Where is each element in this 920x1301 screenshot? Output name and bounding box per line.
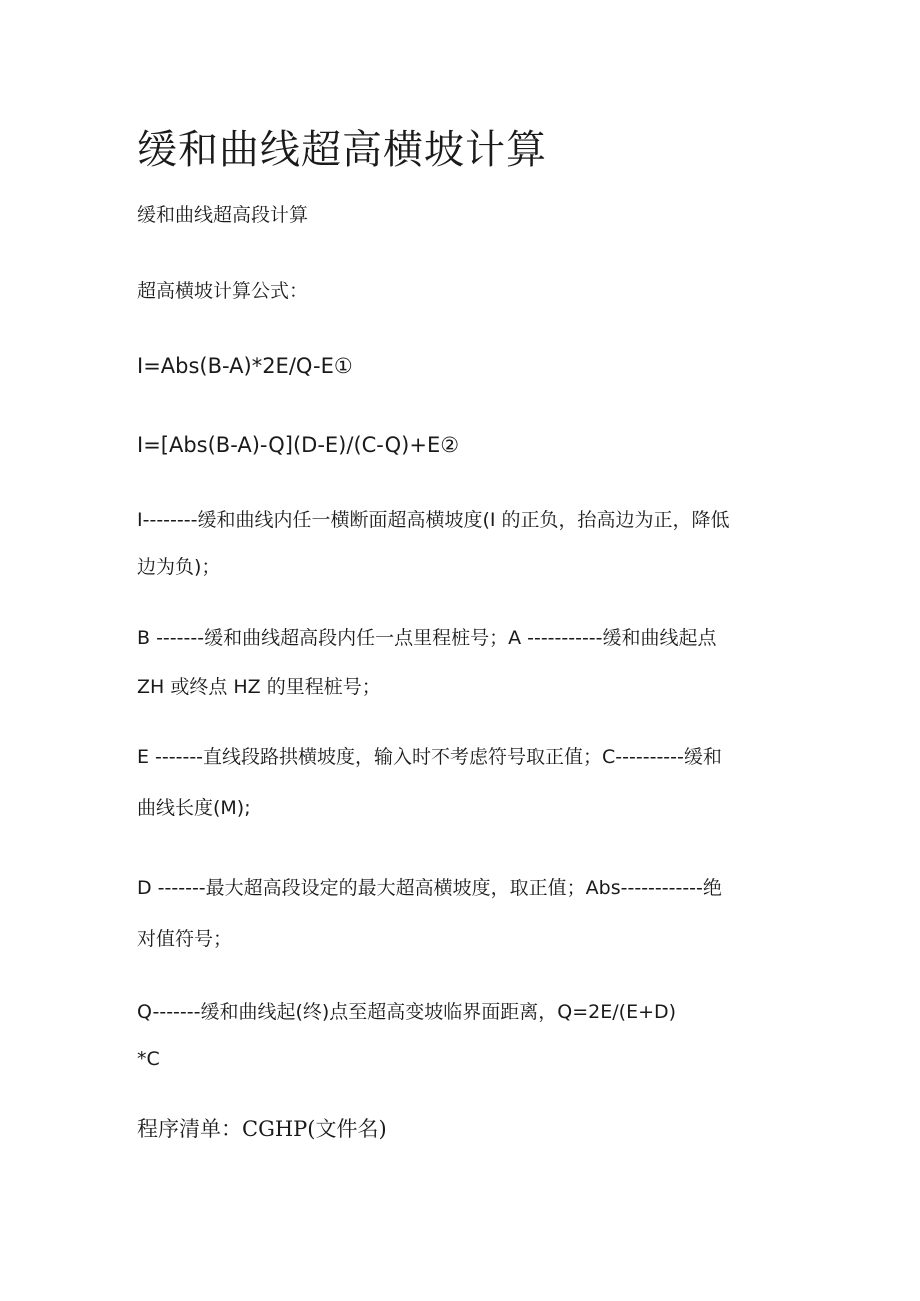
formula-2: I=[Abs(B-A)-Q](D-E)/(C-Q)+E② [137,433,460,457]
definition-b-line-1: B -------缓和曲线超高段内任一点里程桩号；A -----------缓和曲线起点 [137,627,717,649]
definition-b-line-2: ZH 或终点 HZ 的里程桩号； [137,676,381,698]
program-list: 程序清单：CGHP(文件名) [137,1117,387,1141]
formula-1: I=Abs(B-A)*2E/Q-E① [137,354,353,378]
formula-heading: 超高横坡计算公式： [137,280,309,302]
section-subtitle: 缓和曲线超高段计算 [137,204,309,226]
definition-d-line-1: D -------最大超高段设定的最大超高横坡度，取正值；Abs------------绝 [137,877,722,899]
definition-i-line-1: I--------缓和曲线内任一横断面超高横坡度(I 的正负，抬高边为正，降低 [137,509,730,531]
definition-i-line-2: 边为负)； [137,556,221,578]
document-title: 缓和曲线超高横坡计算 [137,127,547,173]
definition-e-line-1: E -------直线段路拱横坡度，输入时不考虑符号取正值；C----------缓和 [137,746,722,768]
definition-q-line-1: Q-------缓和曲线起(终)点至超高变坡临界面距离，Q=2E/(E+D) [137,1001,677,1023]
definition-d-line-2: 对值符号； [137,928,233,950]
definition-q-line-2: *C [137,1048,160,1070]
definition-e-line-2: 曲线长度(M); [137,797,251,819]
